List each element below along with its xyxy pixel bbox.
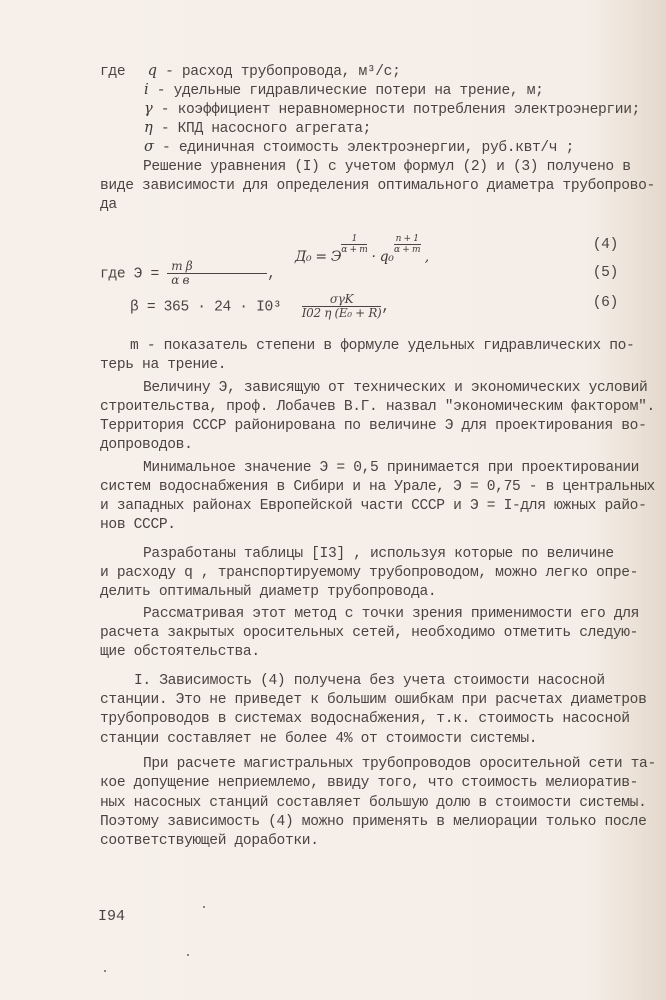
paragraph-line: m - показатель степени в формуле удельных гидравлических по-: [130, 338, 635, 354]
paragraph-line: нов СССР.: [100, 517, 176, 533]
paragraph-line: ных насосных станций составляет большую долю в стоимости системы.: [100, 795, 647, 811]
definition-text: - удельные гидравлические потери на трение, м;: [156, 83, 544, 99]
paragraph-line: I. Зависимость (4) получена без учета стоимости насосной: [134, 673, 605, 689]
paragraph-line: Рассматривая этот метод с точки зрения применимости его для: [143, 606, 640, 622]
definition-text: - КПД насосного агрегата;: [160, 121, 372, 137]
paragraph-line: Минимальное значение Э = 0,5 принимается при проектировании: [143, 460, 640, 476]
definition-symbol: σ: [144, 138, 154, 155]
paragraph-line: и западных районах Европейской части СССР и Э = I-для южных райо-: [100, 498, 647, 514]
paragraph-line: При расчете магистральных трубопроводов оросительной сети та-: [143, 756, 656, 772]
paragraph-line: Решение уравнения (I) с учетом формул (2) и (3) получено в: [143, 159, 631, 175]
paragraph-line: делить оптимальный диаметр трубопровода.: [100, 584, 437, 600]
paragraph-line: расчета закрытых оросительных сетей, необходимо отметить следую-: [100, 625, 639, 641]
paragraph-line: виде зависимости для определения оптимального диаметра трубопрово-: [100, 178, 655, 194]
paper-speck: [187, 954, 189, 956]
definition-row: [144, 119, 371, 138]
paper-speck: [104, 970, 106, 972]
equation-lhs: β = 365 · 24 · I0³: [130, 299, 282, 316]
definition-symbol: q: [147, 62, 157, 79]
equation-5: где Э = $\frac{\text{m β}}{\text{α в}}$ ,: [100, 259, 276, 287]
equation-4: Д₀ = Э $\frac{1}{\alpha + m}$ · q₀ $\frac{n + 1}{\alpha + m}$ ,: [295, 234, 429, 265]
definition-row: [144, 81, 544, 100]
paragraph-line: терь на трение.: [100, 357, 227, 373]
definition-row: [144, 100, 640, 119]
definition-text: - расход трубопровода, м³/с;: [165, 64, 401, 80]
paragraph-line: систем водоснабжения в Сибири и на Урале, Э = 0,75 - в центральных: [100, 479, 655, 495]
paragraph-line: щие обстоятельства.: [100, 644, 260, 660]
equation-number: (4): [592, 237, 618, 253]
definition-symbol: η: [144, 119, 153, 136]
paragraph-line: Поэтому зависимость (4) можно применять в мелиорации только после: [100, 814, 647, 830]
page-number: I94: [98, 908, 126, 925]
equation-fraction: $\frac{\text{m β}}{\text{α в}}$: [167, 260, 267, 287]
paragraph-line: Разработаны таблицы [I3] , используя которые по величине: [143, 546, 614, 562]
definition-symbol: γ: [144, 100, 153, 117]
definition-text: - единичная стоимость электроэнергии, руб.квт/ч ;: [162, 140, 575, 156]
paragraph-line: Величину Э, зависящую от технических и экономических условий: [143, 380, 648, 396]
definition-symbol: i: [144, 81, 149, 98]
definition-lead: где: [100, 64, 126, 80]
paragraph-line: станции составляет не более 4% от стоимости системы.: [100, 731, 538, 747]
paragraph-line: станции. Это не приведет к большим ошибкам при расчетах диаметров: [100, 692, 647, 708]
equation-6: β = 365 · 24 · I0³ $\frac{\text{σγK}}{\text{I02 η (E₀ + R)}}$ ,: [130, 292, 390, 320]
exponent-fraction: $\frac{n + 1}{\alpha + m}$: [394, 234, 421, 255]
paragraph-line: да: [100, 197, 117, 213]
paragraph-line: соответствующей доработки.: [100, 833, 319, 849]
equation-mid: · q₀: [367, 249, 394, 265]
paragraph-line: трубопроводов в системах водоснабжения, т.к. стоимость насосной: [100, 711, 630, 727]
paragraph-line: допроводов.: [100, 437, 193, 453]
definition-row: [100, 62, 401, 81]
equation-lhs: где Э =: [100, 266, 159, 283]
paragraph-line: Территория СССР районирована по величине Э для проектирования во-: [100, 418, 647, 434]
exponent-fraction: $\frac{1}{\alpha + m}$: [341, 234, 368, 255]
paragraph-line: кое допущение неприемлемо, ввиду того, что стоимость мелиоратив-: [100, 775, 639, 791]
equation-number: (5): [592, 265, 618, 281]
paragraph-line: строительства, проф. Лобачев В.Г. назвал "экономическим фактором".: [100, 399, 655, 415]
definition-text: - коэффициент неравномерности потребления электроэнергии;: [160, 102, 641, 118]
paper-speck: [203, 906, 205, 908]
paragraph-line: и расходу q , транспортируемому трубопроводом, можно легко опре-: [100, 565, 639, 581]
definition-row: [144, 138, 574, 157]
equation-number: (6): [592, 295, 618, 311]
equation-lhs: Д₀ = Э: [295, 249, 342, 265]
equation-fraction: $\frac{\text{σγK}}{\text{I02 η (E₀ + R)}}$: [301, 292, 382, 320]
